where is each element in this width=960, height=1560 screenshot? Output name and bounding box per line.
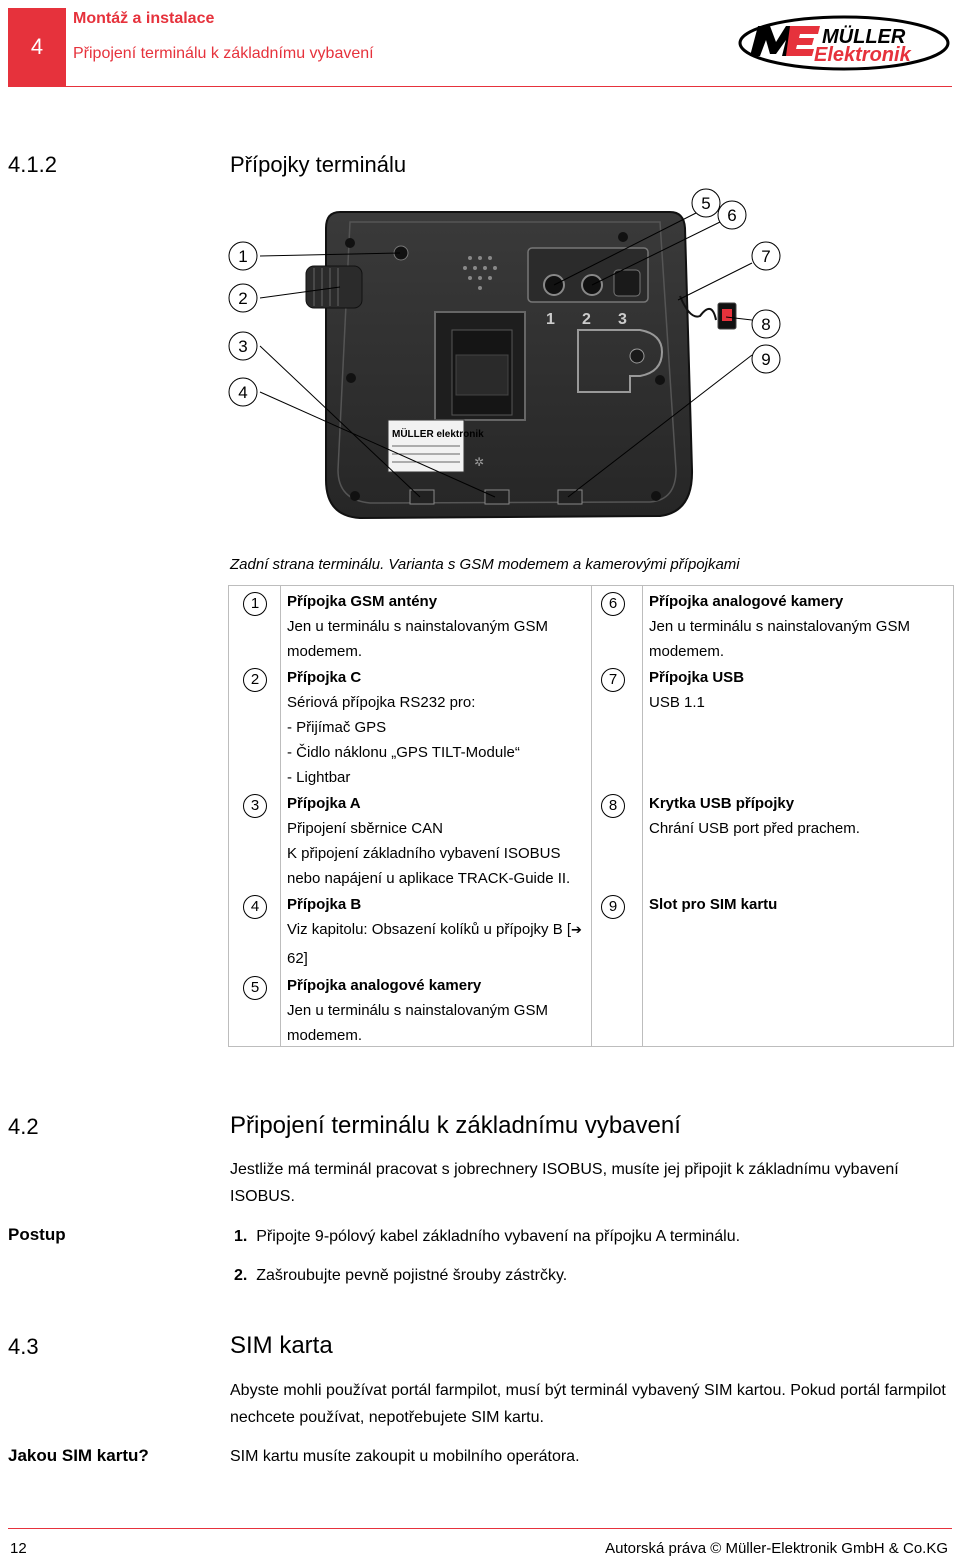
device-label-logo: MÜLLER elektronik xyxy=(392,429,484,440)
logo-text-1: MÜLLER xyxy=(822,26,906,48)
table-num-6: 6 xyxy=(601,592,625,616)
entry-title: Slot pro SIM kartu xyxy=(649,896,778,913)
entry-line: - Přijímač GPS xyxy=(287,719,387,736)
text-line: Abyste mohli používat portál farmpilot, musí být terminál vybavený SIM kartou. Pokud portál farmpilot xyxy=(230,1382,946,1399)
table-num-7: 7 xyxy=(601,668,625,692)
callout-2: 2 xyxy=(238,289,248,308)
section-title: SIM karta xyxy=(230,1332,333,1359)
procedure-label: Postup xyxy=(8,1225,66,1244)
entry-title: Přípojka B xyxy=(287,896,362,913)
chapter-number-box xyxy=(8,8,66,86)
entry-line: Viz kapitolu: Obsazení kolíků u přípojky B [ xyxy=(287,921,572,938)
entry-line: Jen u terminálu s nainstalovaným GSM xyxy=(649,618,910,635)
section-intro xyxy=(230,1156,950,1210)
callout-6: 6 xyxy=(727,206,737,225)
svg-text:3: 3 xyxy=(618,311,627,328)
table-num-9: 9 xyxy=(601,895,625,919)
copyright: Autorská práva © Müller-Elektronik GmbH & Co.KG xyxy=(605,1540,948,1557)
section-number: 4.3 xyxy=(8,1334,39,1359)
entry-line: Jen u terminálu s nainstalovaným GSM xyxy=(287,618,548,635)
entry-title: Krytka USB přípojky xyxy=(649,795,795,812)
entry-title: Přípojka C xyxy=(287,669,362,686)
table-entry-5 xyxy=(287,973,548,1048)
step-1 xyxy=(234,1223,740,1250)
entry-line: Jen u terminálu s nainstalovaným GSM xyxy=(287,1002,548,1019)
table-num-1: 1 xyxy=(243,592,267,616)
figure-caption: Zadní strana terminálu. Varianta s GSM modemem a kamerovými přípojkami xyxy=(230,556,740,573)
entry-line: modemem. xyxy=(287,643,363,660)
section-number: 4.2 xyxy=(8,1114,39,1139)
callout-8: 8 xyxy=(761,315,771,334)
step-text: Připojte 9-pólový kabel základního vybavení na přípojku A terminálu. xyxy=(256,1228,741,1245)
terminal-rear-figure xyxy=(225,185,785,530)
entry-title: Přípojka GSM antény xyxy=(287,593,438,610)
entry-title: Přípojka analogové kamery xyxy=(649,593,844,610)
section-number: 4.1.2 xyxy=(8,152,57,177)
callout-5: 5 xyxy=(701,194,711,213)
entry-title: Přípojka A xyxy=(287,795,361,812)
question-label: Jakou SIM kartu? xyxy=(8,1446,149,1465)
answer-text: SIM kartu musíte zakoupit u mobilního operátora. xyxy=(230,1448,580,1465)
table-num-8: 8 xyxy=(601,794,625,818)
intro-line: ISOBUS. xyxy=(230,1188,295,1205)
entry-line: Sériová přípojka RS232 pro: xyxy=(287,694,476,711)
section-title: Přípojky terminálu xyxy=(230,152,407,177)
entry-line: modemem. xyxy=(287,1027,363,1044)
entry-title: Přípojka USB xyxy=(649,669,745,686)
entry-line: - Lightbar xyxy=(287,769,351,786)
connections-table xyxy=(228,585,954,1047)
logo-text-2: Elektronik xyxy=(814,44,911,66)
table-entry-9 xyxy=(649,892,777,917)
table-num-2: 2 xyxy=(243,668,267,692)
callout-4: 4 xyxy=(238,383,248,402)
svg-text:2: 2 xyxy=(582,311,591,328)
section-title: Připojení terminálu k základnímu vybavení xyxy=(230,1112,681,1139)
callout-9: 9 xyxy=(761,350,771,369)
table-num-3: 3 xyxy=(243,794,267,818)
callout-1: 1 xyxy=(238,247,248,266)
chapter-number: 4 xyxy=(30,34,44,59)
table-entry-3 xyxy=(287,791,570,891)
table-entry-7 xyxy=(649,665,744,715)
table-entry-8 xyxy=(649,791,860,841)
section-text xyxy=(230,1377,952,1431)
entry-line: K připojení základního vybavení ISOBUS xyxy=(287,845,561,862)
table-entry-1 xyxy=(287,589,548,664)
header-title: Montáž a instalace xyxy=(73,10,215,27)
svg-text:1: 1 xyxy=(546,311,555,328)
step-number: 2. xyxy=(234,1267,248,1284)
header-subtitle: Připojení terminálu k základnímu vybavení xyxy=(73,45,374,62)
entry-title: Přípojka analogové kamery xyxy=(287,977,482,994)
step-2 xyxy=(234,1262,567,1289)
step-text: Zašroubujte pevně pojistné šrouby zástrčky. xyxy=(256,1267,568,1284)
footer-rule xyxy=(8,1528,952,1529)
entry-line: Chrání USB port před prachem. xyxy=(649,820,860,837)
table-entry-2 xyxy=(287,665,520,790)
mueller-elektronik-logo xyxy=(738,14,950,72)
entry-line: 62] xyxy=(287,950,308,967)
entry-line: Připojení sběrnice CAN xyxy=(287,820,443,837)
svg-text:✲: ✲ xyxy=(474,455,485,469)
arrow-icon: ➔ xyxy=(571,923,582,938)
table-entry-4 xyxy=(287,892,582,971)
entry-line: nebo napájení u aplikace TRACK-Guide II. xyxy=(287,870,571,887)
callout-3: 3 xyxy=(238,337,248,356)
table-entry-6 xyxy=(649,589,910,664)
table-num-4: 4 xyxy=(243,895,267,919)
table-num-5: 5 xyxy=(243,976,267,1000)
step-number: 1. xyxy=(234,1228,248,1245)
entry-line: USB 1.1 xyxy=(649,694,705,711)
header-rule xyxy=(8,86,952,87)
entry-line: modemem. xyxy=(649,643,725,660)
text-line: nechcete používat, nepotřebujete SIM kartu. xyxy=(230,1409,544,1426)
entry-line: - Čidlo náklonu „GPS TILT-Module“ xyxy=(287,744,520,761)
callout-7: 7 xyxy=(761,247,771,266)
intro-line: Jestliže má terminál pracovat s jobrechnery ISOBUS, musíte jej připojit k základnímu vybavení xyxy=(230,1161,899,1178)
page-number: 12 xyxy=(10,1540,27,1557)
